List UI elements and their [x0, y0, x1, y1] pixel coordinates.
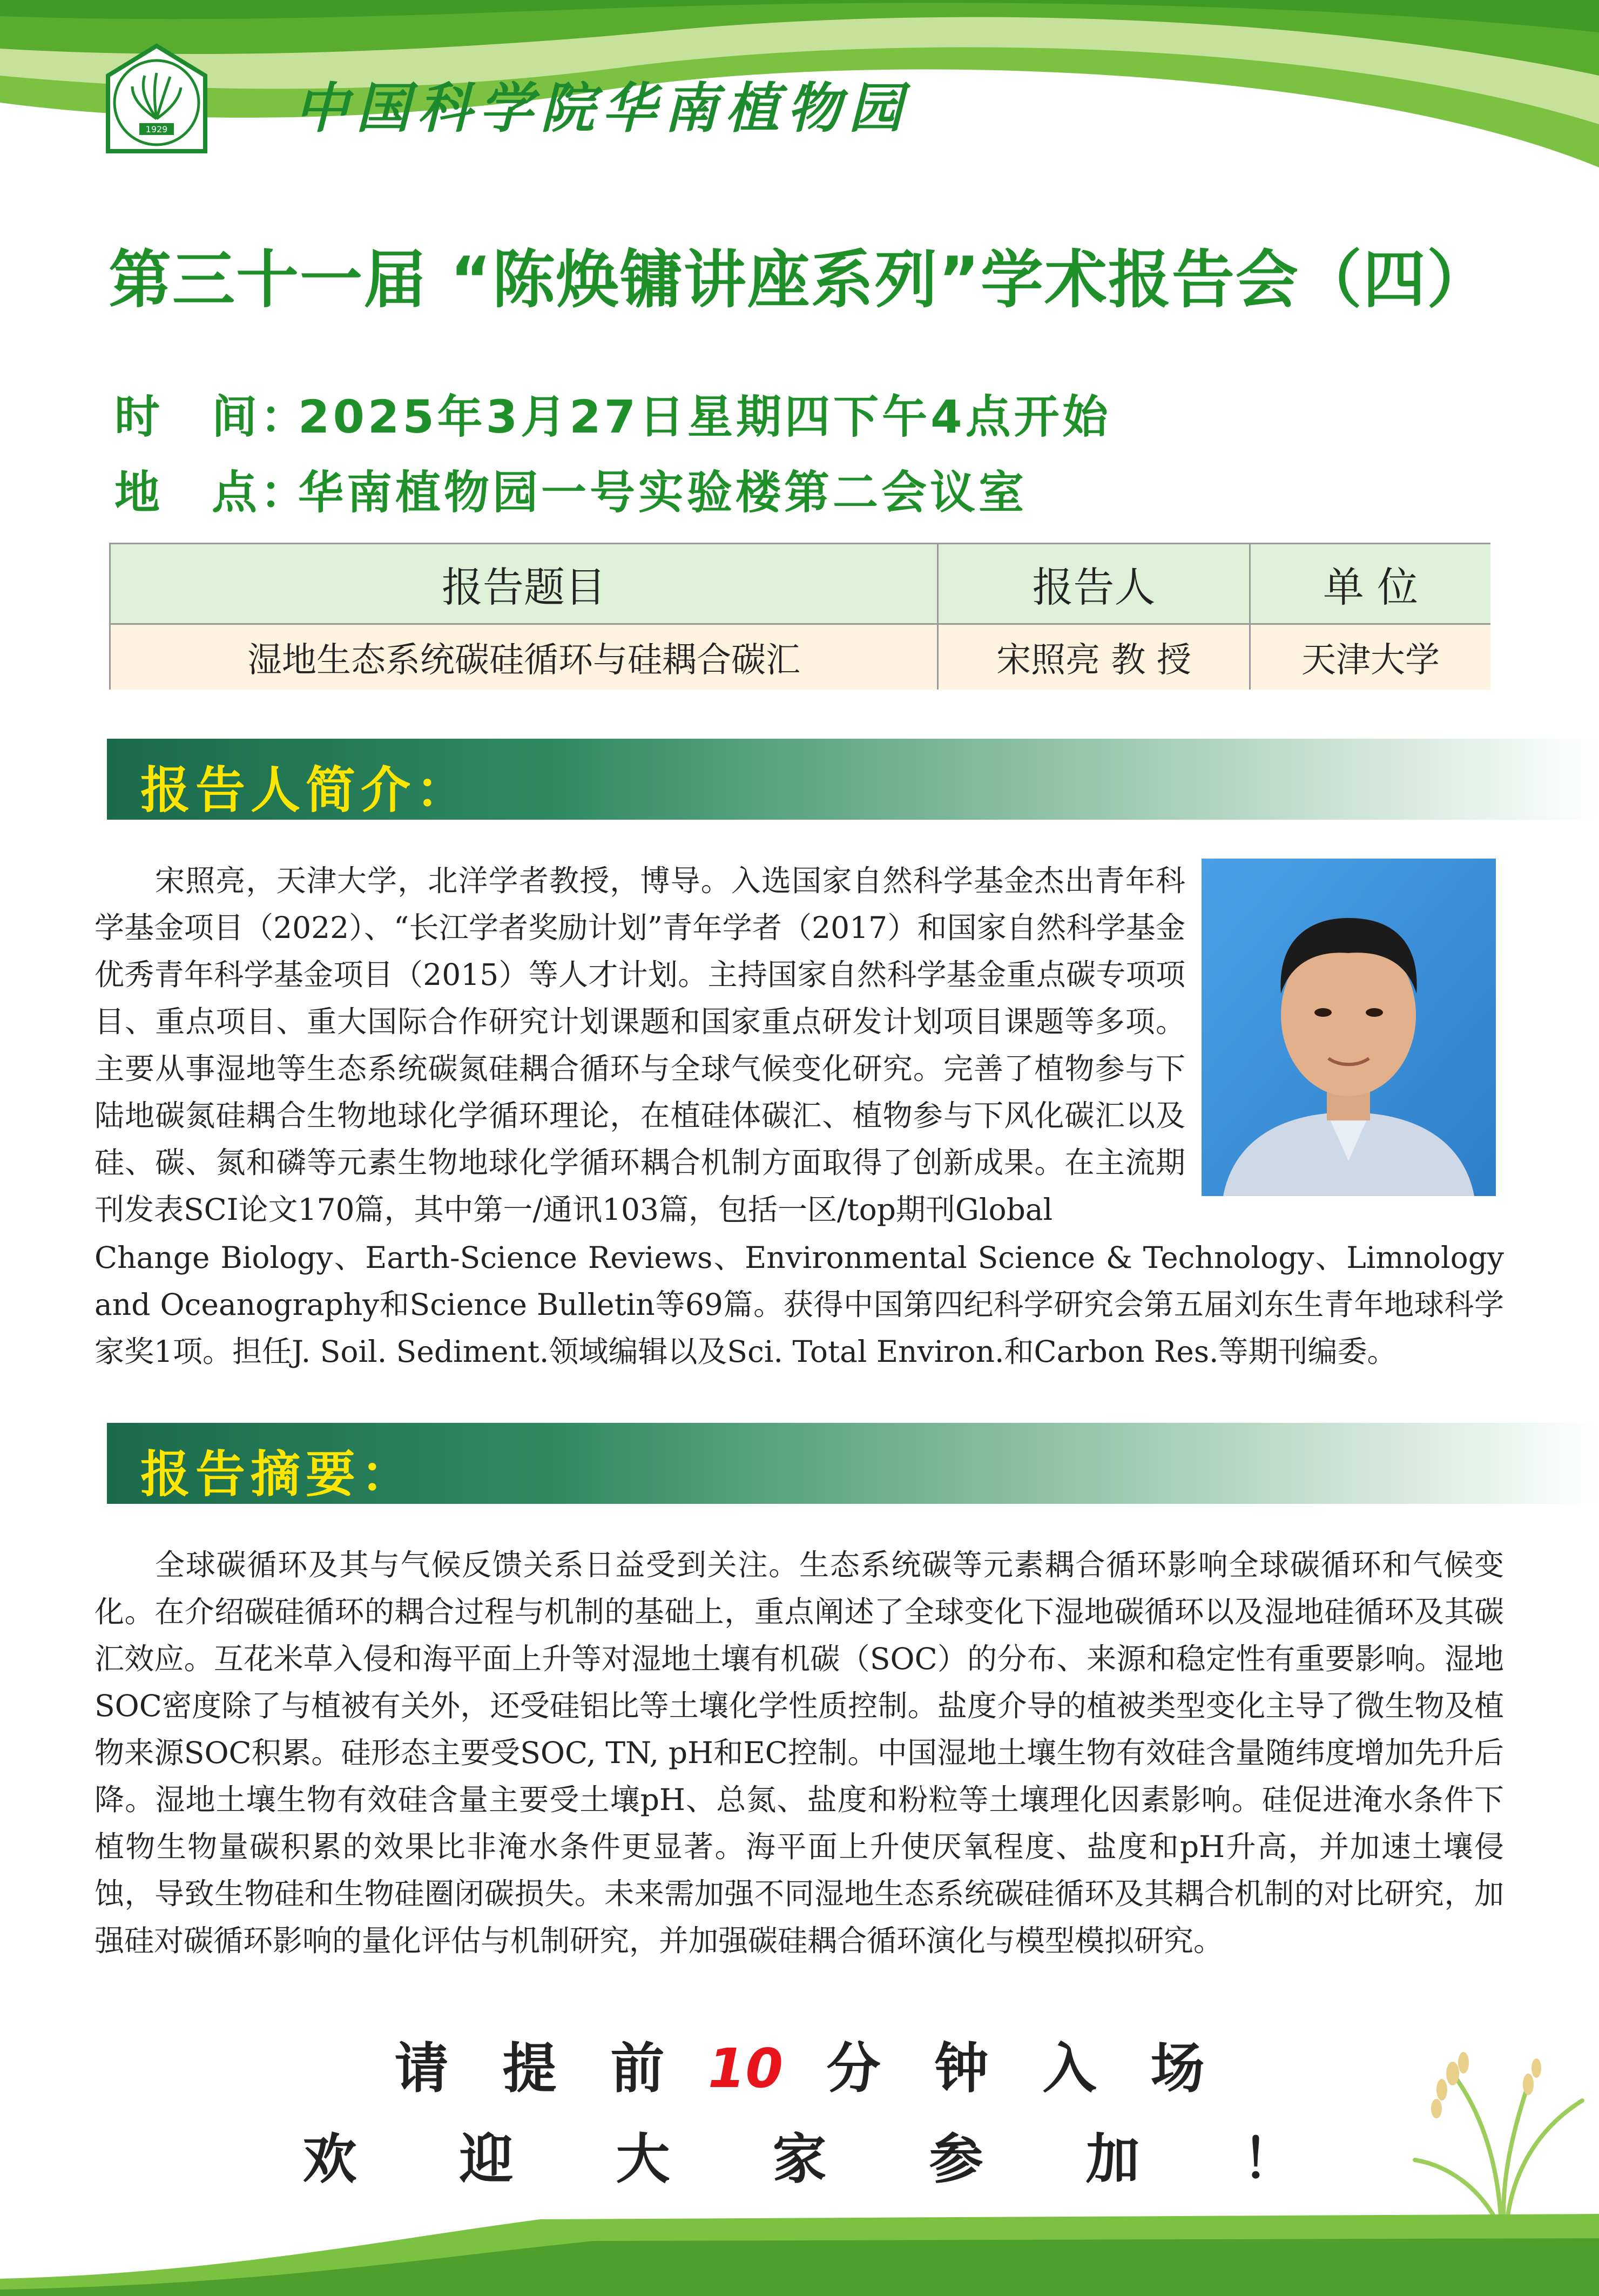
header-affiliation-cell: 单 位	[1249, 544, 1490, 623]
welcome-char: 加	[1085, 2127, 1140, 2191]
welcome-char: 迎	[459, 2127, 514, 2191]
abstract-heading: 报告摘要：	[140, 1446, 416, 1503]
place-row	[114, 456, 1027, 522]
org-name: 中国科学院华南植物园	[294, 76, 910, 140]
footer-band	[0, 2209, 1599, 2296]
welcome-char: ！	[1242, 2127, 1297, 2191]
abstract-section-banner	[107, 1423, 1599, 1504]
speaker-photo	[1202, 859, 1496, 1196]
notice-minutes-number: 10	[707, 2037, 784, 2100]
place-value: 华南植物园一号实验楼第二会议室	[298, 466, 1028, 519]
notice-char: 分	[826, 2036, 881, 2100]
time-row	[114, 381, 1111, 446]
abstract-text: 全球碳循环及其与气候反馈关系日益受到关注。生态系统碳等元素耦合循环影响全球碳循环和气候变化。在介绍碳硅循环的耦合过程与机制的基础上，重点阐述了全球变化下湿地碳循环以及湿地硅循环及其碳汇效应。互花米草入侵和海平面上升等对湿地土壤有机碳（SOC）的分布、来源和稳定性有重要影响。湿地SOC密度除了与植被有关外，还受硅铝比等土壤化学性质控制。盐度介导的植被类型变化主导了微生物及植物来源SOC积累。硅形态主要受SOC, TN, pH和EC控制。中国湿地土壤生物有效硅含量随纬度增加先升后降。湿地土壤生物有效硅含量主要受土壤pH、总氮、盐度和粉粒等土壤理化因素影响。硅促进淹水条件下植物生物量碳积累的效果比非淹水条件更显著。海平面上升使厌氧程度、盐度和pH升高，并加速土壤侵蚀，导致生物硅和生物硅圈闭碳损失。未来需加强不同湿地生态系统碳硅循环及其耦合机制的对比研究，加强硅对碳循环影响的量化评估与机制研究，并加强碳硅耦合循环演化与模型模拟研究。	[95, 1548, 1504, 1958]
talk-title-cell: 湿地生态系统碳硅循环与硅耦合碳汇	[111, 623, 937, 690]
event-title: 第三十一届 “陈焕镛讲座系列”学术报告会（四）	[109, 244, 1490, 316]
welcome-char: 欢	[302, 2127, 357, 2191]
notice-char: 钟	[934, 2036, 989, 2100]
welcome-message	[0, 2116, 1599, 2193]
bio-section-banner	[107, 739, 1599, 820]
notice-char: 入	[1042, 2036, 1097, 2100]
bio-heading: 报告人简介：	[140, 761, 471, 819]
bio-text-part1: 宋照亮，天津大学，北洋学者教授，博导。入选国家自然科学基金杰出青年科学基金项目（2022）、“长江学者奖励计划”青年学者（2017）和国家自然科学基金优秀青年科学基金项目（2015）等人才计划。主持国家自然科学基金重点碳专项项目、重点项目、重大国际合作研究计划课题和国家重点研发计划项目课题等多项。主要从事湿地等生态系统碳氮硅耦合循环与全球气候变化研究。完善了植物参与下陆地碳氮硅耦合生物地球化学循环理论，在植硅体碳汇、植物参与下风化碳汇以及硅、碳、氮和磷等元素生物地球化学循环耦合机制方面取得了创新成果。在主流期刊发表SCI论文170篇，其中第一/通讯103篇，包括一区/top期刊Global	[95, 863, 1185, 1227]
header-title-cell: 报告题目	[111, 544, 937, 623]
rice-plant-decoration	[1404, 2009, 1599, 2225]
speaker-cell: 宋照亮 教 授	[937, 623, 1249, 690]
notice-char: 请	[394, 2036, 449, 2100]
header-speaker-cell: 报告人	[937, 544, 1249, 623]
notice-char: 场	[1150, 2036, 1205, 2100]
welcome-char: 大	[616, 2127, 670, 2191]
time-value: 2025年3月27日星期四下午4点开始	[298, 390, 1111, 443]
welcome-char: 家	[772, 2127, 827, 2191]
notice-char: 提	[502, 2036, 557, 2100]
time-label: 时 间：	[114, 390, 309, 443]
botanical-garden-logo	[103, 43, 211, 162]
logo-year: 1929	[145, 124, 168, 134]
place-label: 地 点：	[114, 466, 309, 519]
notice-char: 前	[610, 2036, 665, 2100]
affiliation-cell: 天津大学	[1249, 623, 1490, 690]
talk-table	[109, 543, 1490, 690]
bio-text-part2: Change Biology、Earth-Science Reviews、Environmental Science & Technology、Limnology and Oceanography和Science Bulletin等69篇。获得中国第四纪科学研究会第五届刘东生青年地球科学家奖1项。担任J. Soil. Sediment.领域编辑以及Sci. Total Environ.和Carbon Res.等期刊编委。	[95, 1240, 1504, 1369]
arrival-notice	[0, 2025, 1599, 2103]
welcome-char: 参	[929, 2127, 983, 2191]
